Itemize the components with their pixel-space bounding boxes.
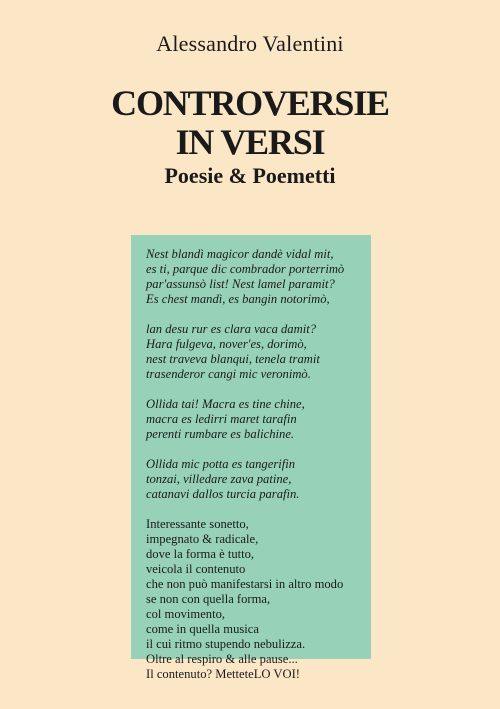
poem-line: macra es ledirri maret tarafin (146, 412, 297, 426)
poem-line: trasenderor cangi mic veronimò. (146, 367, 311, 381)
commentary-line: se non con quella forma, (146, 592, 271, 606)
title-line-2: IN VERSI (175, 122, 325, 162)
stanza-3 (146, 397, 371, 442)
poem-line: es ti, parque dic combrador porterrimò (146, 262, 345, 276)
poem-box (131, 235, 371, 681)
poem-line: lan desu rur es clara vaca damit? (146, 322, 316, 336)
poem-line: Ollida mic potta es tangerifin (146, 457, 296, 471)
poem-line: Ollida tai! Macra es tine chine, (146, 397, 305, 411)
poem-line: Nest blandì magicor dandè vidal mit, (146, 247, 334, 261)
commentary-line: col movimento, (146, 607, 226, 621)
commentary-line: veicola il contenuto (146, 562, 246, 576)
poem-line: Es chest mandì, es bangin notorimò, (146, 292, 330, 306)
book-subtitle: Poesie & Poemetti (164, 163, 336, 188)
commentary-line: dove la forma è tutto, (146, 547, 255, 561)
commentary-line: Oltre al respiro & alle pause... (146, 652, 298, 666)
poem-line: tonzai, villedare zava patine, (146, 472, 292, 486)
commentary-line: Il contenuto? MetteteLO VOI! (146, 667, 300, 681)
commentary-line: come in quella musica (146, 622, 259, 636)
commentary-stanza (146, 517, 371, 682)
commentary-line: il cui ritmo stupendo nebulizza. (146, 637, 306, 651)
commentary-line: impegnato & radicale, (146, 532, 259, 546)
poem-line: nest traveva blanqui, tenela tramit (146, 352, 320, 366)
author-name: Alessandro Valentini (156, 31, 344, 56)
poem-line: perenti rumbare es balichine. (146, 427, 295, 441)
poem-line: Hara fulgeva, nover'es, dorimò, (146, 337, 307, 351)
book-title (0, 84, 500, 162)
commentary-line: che non può manifestarsi in altro modo (146, 577, 344, 591)
stanza-2 (146, 322, 371, 382)
poem-line: par'assunsò list! Nest lamel paramit? (146, 277, 335, 291)
stanza-1 (146, 247, 371, 307)
stanza-4 (146, 457, 371, 502)
title-line-1: CONTROVERSIE (111, 83, 389, 123)
commentary-line: Interessante sonetto, (146, 517, 249, 531)
poem-line: catanavi dallos turcia parafin. (146, 487, 300, 501)
